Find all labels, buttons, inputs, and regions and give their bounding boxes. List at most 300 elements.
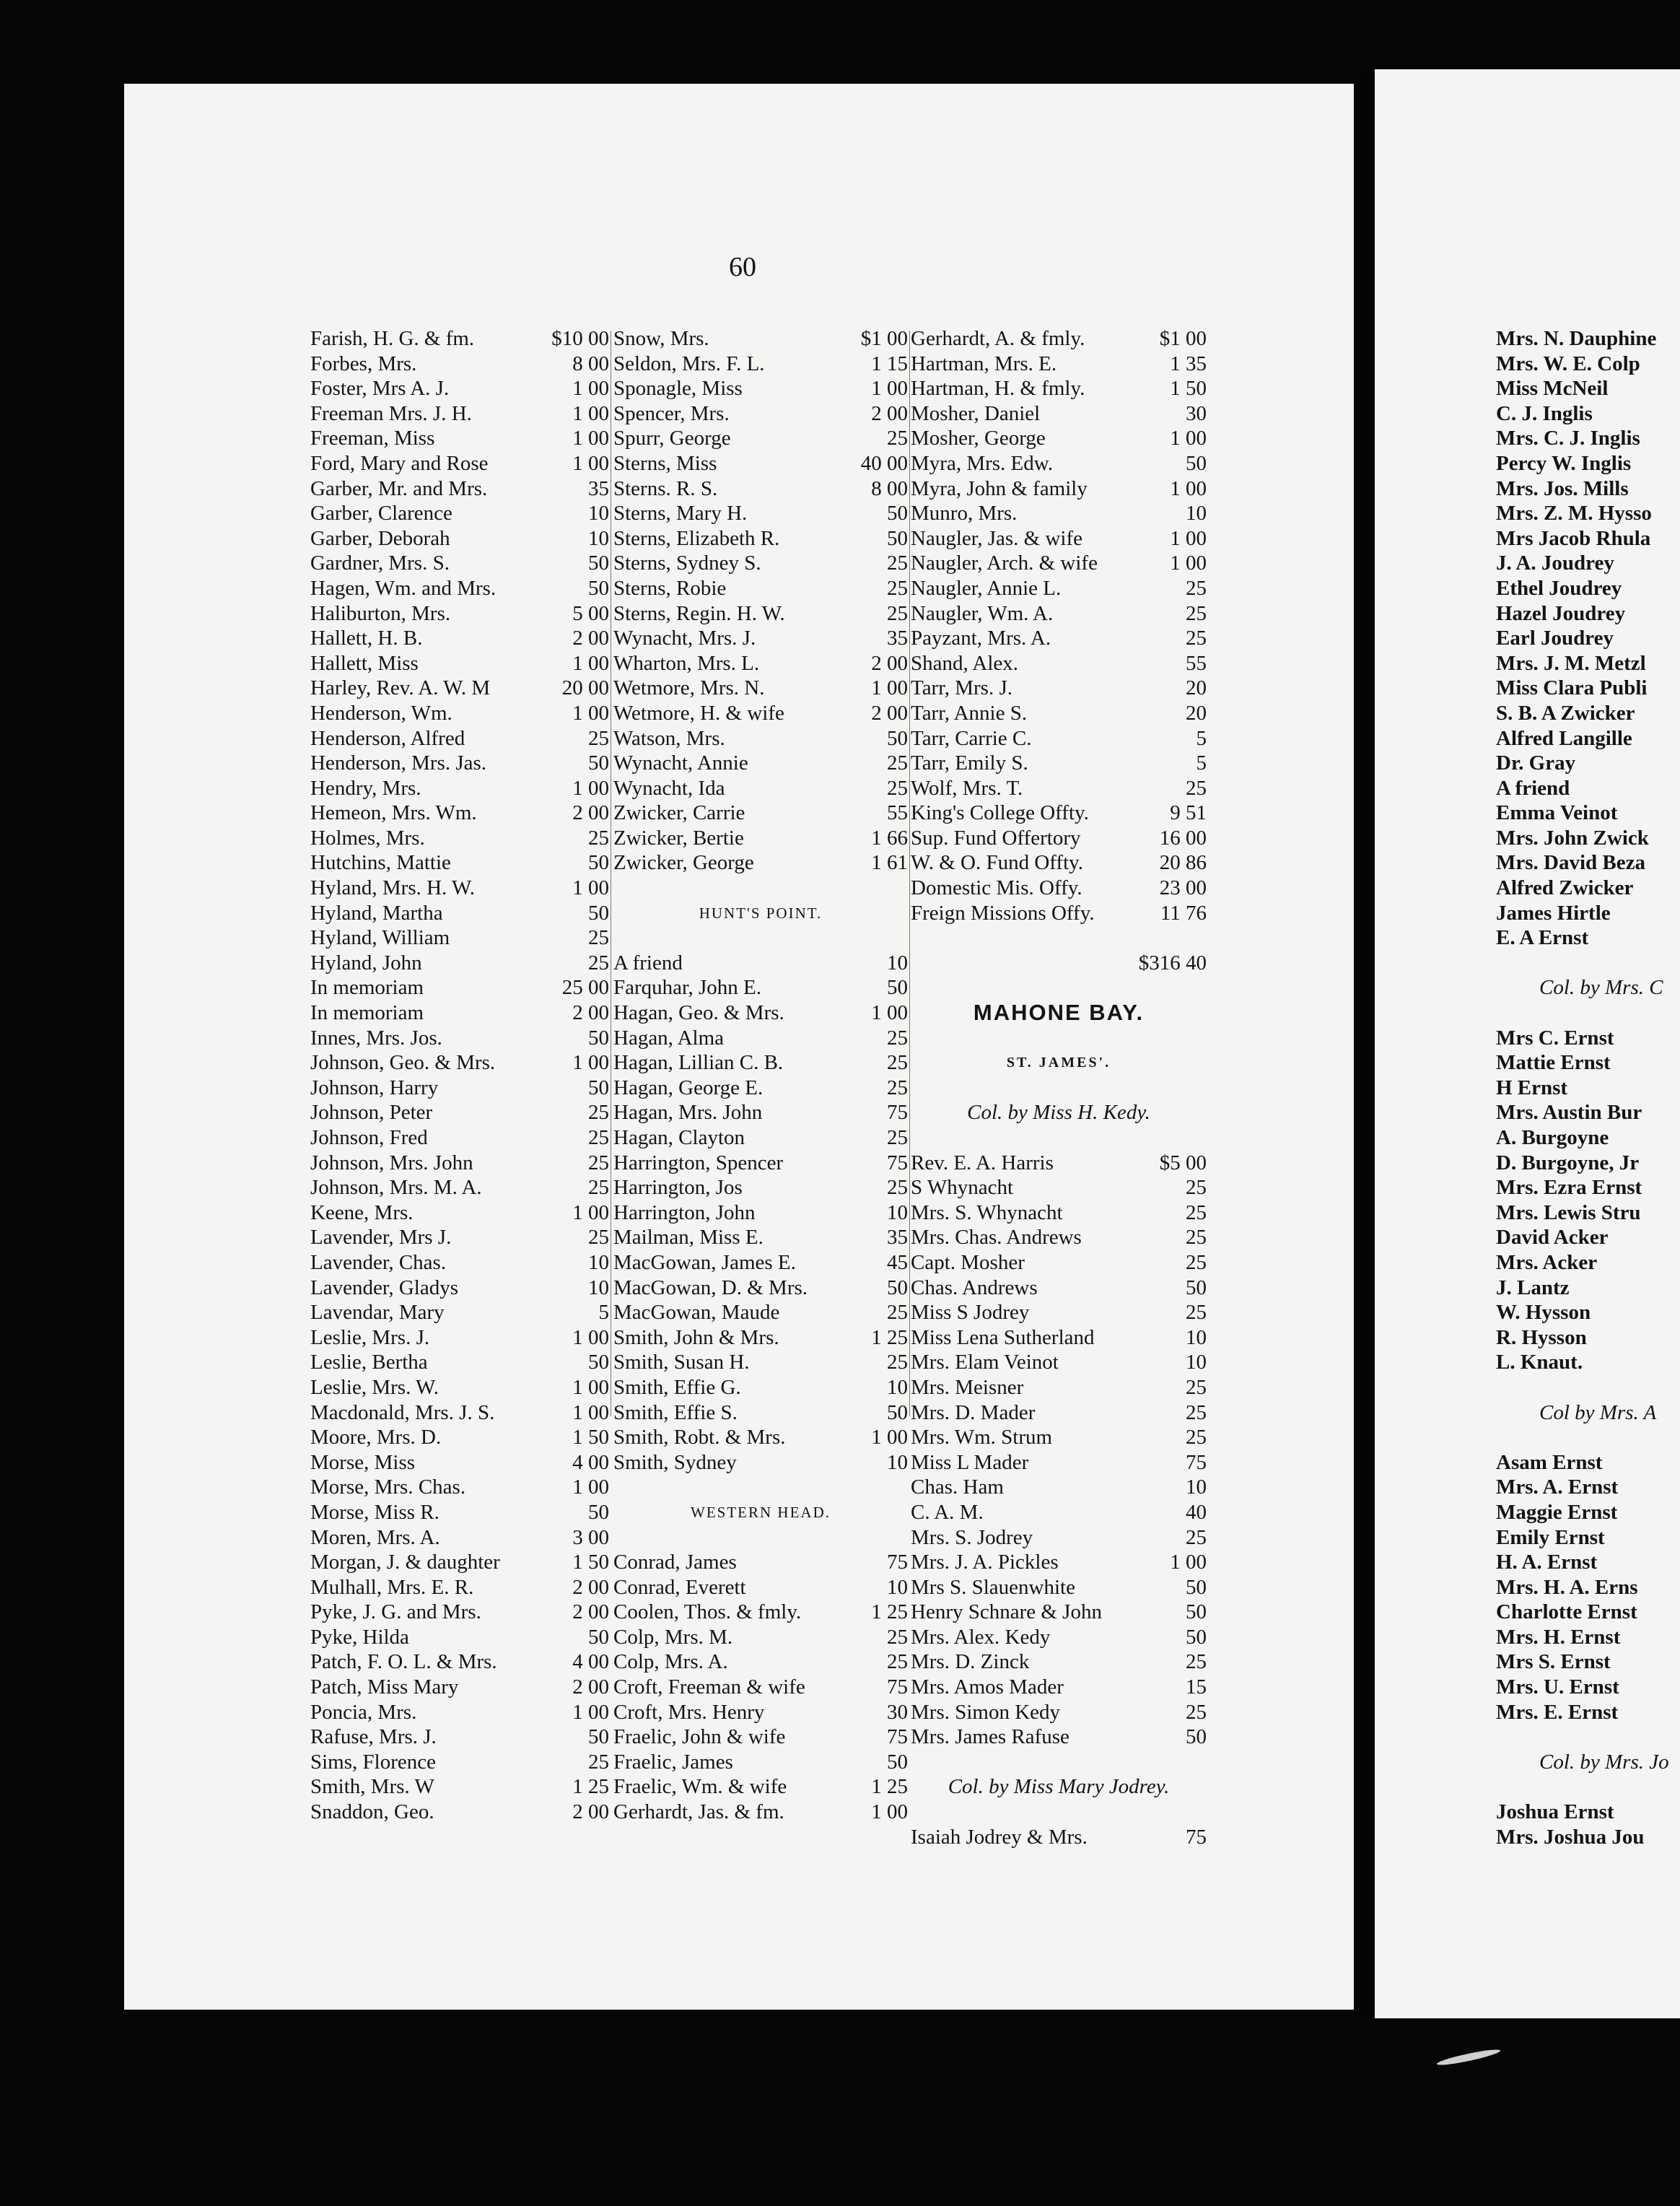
contributor-name: Mrs. H. Ernst bbox=[1496, 1625, 1621, 1649]
contribution-amount: 2 00 bbox=[572, 1675, 609, 1699]
contributor-row bbox=[1496, 1625, 1680, 1650]
contributor-name: Hazel Joudrey bbox=[1496, 601, 1626, 625]
contributor-name: Miss McNeil bbox=[1496, 377, 1609, 401]
contribution-amount: $1 00 bbox=[860, 327, 908, 350]
contributor-row bbox=[613, 1350, 908, 1375]
contribution-amount: 50 bbox=[887, 526, 908, 550]
contributor-name: Smith, John & Mrs. bbox=[613, 1325, 779, 1349]
contributor-row bbox=[911, 1375, 1207, 1400]
contributor-row bbox=[1496, 1325, 1680, 1351]
spacer bbox=[1496, 1725, 1680, 1750]
spacer bbox=[1496, 1375, 1680, 1400]
contributor-name: D. Burgoyne, Jr bbox=[1496, 1151, 1640, 1174]
total-row bbox=[911, 951, 1207, 976]
contributor-name: Mrs Jacob Rhula bbox=[1496, 526, 1651, 550]
contributor-row bbox=[310, 1675, 609, 1700]
contributor-name: Leslie, Bertha bbox=[310, 1351, 428, 1374]
contributor-name: Maggie Ernst bbox=[1496, 1500, 1618, 1524]
contributor-name: E. A Ernst bbox=[1496, 926, 1589, 950]
contributor-row bbox=[911, 1649, 1207, 1675]
contributor-row bbox=[1496, 651, 1680, 676]
contributor-name: R. Hysson bbox=[1496, 1325, 1587, 1349]
contributor-row bbox=[613, 451, 908, 476]
contributor-name: Naugler, Jas. & wife bbox=[911, 526, 1083, 550]
contributor-name: In memoriam bbox=[310, 976, 424, 1000]
contributor-row bbox=[613, 1600, 908, 1625]
contributor-row bbox=[310, 426, 609, 451]
contributor-row bbox=[911, 1276, 1207, 1301]
contributor-name: Hyland, Mrs. H. W. bbox=[310, 876, 475, 900]
contributor-name: Haliburton, Mrs. bbox=[310, 601, 451, 625]
contributor-row bbox=[310, 1225, 609, 1250]
contributor-name: Holmes, Mrs. bbox=[310, 826, 425, 850]
contributor-row bbox=[1496, 826, 1680, 851]
contributor-name: Mrs. N. Dauphine bbox=[1496, 327, 1657, 350]
contributor-row bbox=[310, 601, 609, 627]
contributor-name: Hemeon, Mrs. Wm. bbox=[310, 801, 477, 825]
contributor-name: Gerhardt, Jas. & fm. bbox=[613, 1800, 784, 1824]
contributor-row bbox=[911, 1350, 1207, 1375]
contributor-row bbox=[911, 501, 1207, 526]
contributor-name: Smith, Effie G. bbox=[613, 1375, 741, 1399]
contributor-name: Wynacht, Mrs. J. bbox=[613, 627, 756, 650]
contributor-name: Keene, Mrs. bbox=[310, 1200, 414, 1224]
contributor-name: Johnson, Mrs. John bbox=[310, 1151, 473, 1174]
contribution-amount: 25 bbox=[1186, 576, 1207, 600]
contribution-amount: 50 bbox=[887, 1400, 908, 1424]
contribution-amount: 1 66 bbox=[871, 826, 908, 850]
contributor-row bbox=[911, 352, 1207, 377]
contributor-row bbox=[310, 1250, 609, 1276]
contributor-row bbox=[613, 651, 908, 676]
contributor-row bbox=[1496, 1200, 1680, 1226]
contribution-amount: 50 bbox=[588, 1500, 609, 1524]
contribution-amount: 1 00 bbox=[1170, 476, 1207, 500]
contributor-row bbox=[310, 1300, 609, 1325]
contributor-row bbox=[310, 1400, 609, 1426]
contribution-amount: 1 00 bbox=[572, 651, 609, 675]
contributor-name: Miss Lena Sutherland bbox=[911, 1325, 1095, 1349]
contributor-row bbox=[1496, 776, 1680, 801]
contributor-name: Moren, Mrs. A. bbox=[310, 1525, 440, 1549]
contributor-row bbox=[613, 1125, 908, 1151]
spacer bbox=[911, 925, 1207, 951]
contributor-name: Henry Schnare & John bbox=[911, 1600, 1102, 1624]
total-amount: $316 40 bbox=[1138, 951, 1207, 975]
contributor-name: Tarr, Carrie C. bbox=[911, 726, 1032, 750]
contributor-row bbox=[1496, 1649, 1680, 1675]
spacer bbox=[613, 1525, 908, 1551]
contributor-name: Lavendar, Mary bbox=[310, 1301, 445, 1325]
contributor-name: A. Burgoyne bbox=[1496, 1126, 1609, 1149]
contribution-amount: 4 00 bbox=[572, 1450, 609, 1474]
contributor-name: Mrs S. Ernst bbox=[1496, 1650, 1611, 1674]
contributor-name: Smith, Susan H. bbox=[613, 1351, 750, 1374]
contributor-name: Morse, Mrs. Chas. bbox=[310, 1475, 466, 1499]
contributor-row bbox=[310, 1200, 609, 1226]
contribution-amount: 10 bbox=[887, 1450, 908, 1474]
contributor-row bbox=[911, 1550, 1207, 1575]
contributor-row bbox=[911, 476, 1207, 502]
contributor-name: Mrs. Z. M. Hysso bbox=[1496, 502, 1652, 526]
contribution-amount: 1 25 bbox=[871, 1325, 908, 1349]
contributor-row bbox=[310, 1076, 609, 1101]
contributor-name: C. A. M. bbox=[911, 1500, 984, 1524]
contributor-row bbox=[613, 1250, 908, 1276]
contribution-amount: 1 15 bbox=[871, 352, 908, 375]
contribution-amount: 75 bbox=[1186, 1450, 1207, 1474]
collector-heading: Col. by Mrs. C bbox=[1539, 976, 1663, 1000]
contributor-row bbox=[1496, 1050, 1680, 1076]
contribution-amount: 45 bbox=[887, 1250, 908, 1274]
contributor-row bbox=[911, 726, 1207, 751]
contribution-amount: 25 bbox=[588, 1176, 609, 1200]
contributor-name: Mrs. Chas. Andrews bbox=[911, 1226, 1082, 1250]
contributor-name: Coolen, Thos. & fmly. bbox=[613, 1600, 802, 1624]
contributor-row bbox=[1496, 1525, 1680, 1551]
contribution-amount: 5 bbox=[1196, 726, 1207, 750]
contributor-name: A friend bbox=[1496, 776, 1570, 800]
contributor-name: Mrs. S. Whynacht bbox=[911, 1200, 1063, 1224]
contributor-row bbox=[911, 1450, 1207, 1475]
contributor-name: Naugler, Annie L. bbox=[911, 576, 1062, 600]
contributor-row bbox=[613, 1649, 908, 1675]
contributor-row bbox=[613, 626, 908, 651]
contribution-amount: 25 bbox=[887, 1351, 908, 1374]
contribution-amount: 1 00 bbox=[1170, 552, 1207, 575]
contributor-row bbox=[911, 850, 1207, 876]
contributor-name: Mrs. D. Mader bbox=[911, 1400, 1036, 1424]
contributor-name: Zwicker, Carrie bbox=[613, 801, 745, 825]
contribution-amount: 2 00 bbox=[572, 1001, 609, 1025]
contribution-amount: 2 00 bbox=[572, 801, 609, 825]
contributor-row bbox=[911, 1825, 1207, 1850]
contribution-amount: 1 00 bbox=[572, 701, 609, 725]
contributor-row bbox=[1496, 1175, 1680, 1200]
spacer bbox=[613, 876, 908, 901]
contributor-row bbox=[310, 1276, 609, 1301]
contribution-amount: 20 bbox=[1186, 676, 1207, 700]
contributor-column-3 bbox=[911, 326, 1207, 1849]
contribution-amount: 25 bbox=[1186, 1250, 1207, 1274]
contributor-row bbox=[310, 901, 609, 926]
contributor-name: Smith, Robt. & Mrs. bbox=[613, 1426, 786, 1449]
contributor-name: S Whynacht bbox=[911, 1176, 1014, 1200]
contributor-name: L. Knaut. bbox=[1496, 1351, 1583, 1374]
contributor-name: Morgan, J. & daughter bbox=[310, 1551, 500, 1574]
contribution-amount: 50 bbox=[588, 552, 609, 575]
contribution-amount: 10 bbox=[887, 1200, 908, 1224]
contributor-row bbox=[613, 1151, 908, 1176]
contributor-name: Morse, Miss R. bbox=[310, 1500, 439, 1524]
contribution-amount: 25 bbox=[588, 726, 609, 750]
contributor-row bbox=[911, 1575, 1207, 1600]
contributor-name: Dr. Gray bbox=[1496, 751, 1576, 775]
contributor-name: Miss L Mader bbox=[911, 1450, 1029, 1474]
contributor-row bbox=[310, 651, 609, 676]
contributor-row bbox=[613, 701, 908, 726]
contribution-amount: 25 bbox=[887, 1026, 908, 1050]
contributor-row bbox=[310, 1550, 609, 1575]
contributor-name: Smith, Sydney bbox=[613, 1450, 737, 1474]
contributor-name: Sterns, Miss bbox=[613, 451, 717, 475]
contributor-row bbox=[1496, 850, 1680, 876]
contributor-name: Domestic Mis. Offy. bbox=[911, 876, 1082, 900]
contribution-amount: 50 bbox=[1186, 1600, 1207, 1624]
contributor-name: J. Lantz bbox=[1496, 1276, 1570, 1299]
contributor-row bbox=[911, 1250, 1207, 1276]
contribution-amount: 2 00 bbox=[871, 701, 908, 725]
contributor-name: Naugler, Arch. & wife bbox=[911, 552, 1098, 575]
contribution-amount: 1 50 bbox=[572, 1551, 609, 1574]
contributor-name: Spencer, Mrs. bbox=[613, 401, 730, 425]
contributor-row bbox=[1496, 1250, 1680, 1276]
contributor-row bbox=[911, 326, 1207, 352]
contributor-name: Capt. Mosher bbox=[911, 1250, 1025, 1274]
contribution-amount: 50 bbox=[588, 851, 609, 875]
contributor-row bbox=[911, 526, 1207, 552]
contributor-name: Ethel Joudrey bbox=[1496, 576, 1622, 600]
contributor-name: Leslie, Mrs. W. bbox=[310, 1375, 439, 1399]
contributor-name: Mosher, George bbox=[911, 427, 1046, 450]
contributor-row bbox=[310, 1151, 609, 1176]
contribution-amount: 20 00 bbox=[561, 676, 609, 700]
contributor-row bbox=[310, 1375, 609, 1400]
contributor-name: Hagan, George E. bbox=[613, 1076, 764, 1099]
contributor-row bbox=[613, 326, 908, 352]
contributor-row bbox=[911, 1725, 1207, 1750]
contributor-name: Tarr, Annie S. bbox=[911, 701, 1028, 725]
contributor-row bbox=[310, 1700, 609, 1725]
contributor-name: Pyke, Hilda bbox=[310, 1625, 409, 1649]
contributor-name: Hagan, Clayton bbox=[613, 1126, 745, 1149]
contributor-name: Tarr, Emily S. bbox=[911, 751, 1028, 775]
contribution-amount: 25 bbox=[588, 1226, 609, 1250]
contributor-name: Mrs. H. A. Erns bbox=[1496, 1575, 1638, 1599]
contributor-row bbox=[1496, 1350, 1680, 1375]
contributor-row bbox=[1496, 1450, 1680, 1475]
contributor-row bbox=[613, 801, 908, 826]
contributor-name: Chas. Ham bbox=[911, 1475, 1004, 1499]
contributor-row bbox=[613, 376, 908, 401]
contributor-name: Moore, Mrs. D. bbox=[310, 1426, 442, 1449]
contribution-amount: 10 bbox=[588, 1250, 609, 1274]
contributor-row bbox=[911, 1325, 1207, 1351]
contributor-name: Henderson, Alfred bbox=[310, 726, 465, 750]
contribution-amount: 10 bbox=[588, 502, 609, 526]
contribution-amount: 25 bbox=[1186, 1200, 1207, 1224]
contributor-row bbox=[613, 1300, 908, 1325]
column-divider bbox=[909, 331, 910, 1416]
contribution-amount: 35 bbox=[588, 476, 609, 500]
contribution-amount: 35 bbox=[887, 627, 908, 650]
contributor-name: Mrs. James Rafuse bbox=[911, 1725, 1069, 1749]
contributor-name: Harrington, Spencer bbox=[613, 1151, 784, 1174]
contributor-name: Alfred Langille bbox=[1496, 726, 1632, 750]
contributor-name: Mattie Ernst bbox=[1496, 1051, 1611, 1075]
contributor-row bbox=[310, 1725, 609, 1750]
contributor-name: Sterns, Robie bbox=[613, 576, 727, 600]
contribution-amount: 50 bbox=[588, 1625, 609, 1649]
contribution-amount: 25 bbox=[1186, 1700, 1207, 1724]
contributor-name: Isaiah Jodrey & Mrs. bbox=[911, 1825, 1088, 1849]
contributor-row bbox=[310, 776, 609, 801]
contributor-row bbox=[911, 676, 1207, 701]
contributor-name: Mrs. J. M. Metzl bbox=[1496, 651, 1646, 675]
contributor-row bbox=[1496, 925, 1680, 951]
contributor-name: Sterns, Regin. H. W. bbox=[613, 601, 785, 625]
contributor-name: Sims, Florence bbox=[310, 1750, 436, 1774]
contributor-row bbox=[1496, 751, 1680, 776]
contributor-row bbox=[1496, 501, 1680, 526]
contributor-name: Croft, Mrs. Henry bbox=[613, 1700, 765, 1724]
contributor-row bbox=[310, 501, 609, 526]
contributor-row bbox=[911, 1525, 1207, 1551]
contributor-name: Hagan, Lillian C. B. bbox=[613, 1051, 784, 1075]
contributor-name: Mrs. John Zwick bbox=[1496, 826, 1649, 850]
contributor-name: Wetmore, Mrs. N. bbox=[613, 676, 765, 700]
contributor-name: Mrs. W. E. Colp bbox=[1496, 352, 1640, 375]
contributor-name: Lavender, Gladys bbox=[310, 1276, 458, 1299]
contributor-name: Charlotte Ernst bbox=[1496, 1600, 1637, 1624]
contributor-row bbox=[310, 1000, 609, 1026]
contribution-amount: 30 bbox=[1186, 401, 1207, 425]
contributor-row bbox=[310, 1425, 609, 1450]
spacer bbox=[1496, 1000, 1680, 1026]
contribution-amount: 50 bbox=[1186, 451, 1207, 475]
contribution-amount: 2 00 bbox=[572, 1575, 609, 1599]
contributor-row bbox=[613, 1774, 908, 1800]
contribution-amount: 8 00 bbox=[871, 476, 908, 500]
contributor-name: Zwicker, Bertie bbox=[613, 826, 744, 850]
contribution-amount: 25 bbox=[1186, 601, 1207, 625]
contributor-name: Harrington, Jos bbox=[613, 1176, 743, 1200]
contributor-row bbox=[1496, 1151, 1680, 1176]
contribution-amount: 50 bbox=[887, 726, 908, 750]
contributor-row bbox=[613, 951, 908, 976]
contribution-amount: 50 bbox=[1186, 1276, 1207, 1299]
contributor-name: Zwicker, George bbox=[613, 851, 754, 875]
contributor-row bbox=[613, 1000, 908, 1026]
contributor-name: Chas. Andrews bbox=[911, 1276, 1038, 1299]
contributor-row bbox=[310, 1050, 609, 1076]
contributor-row bbox=[1496, 901, 1680, 926]
contributor-name: Hyland, William bbox=[310, 926, 450, 950]
contribution-amount: 25 bbox=[887, 601, 908, 625]
contributor-row bbox=[310, 1750, 609, 1775]
contributor-row bbox=[1496, 1575, 1680, 1600]
contributor-name: Fraelic, Wm. & wife bbox=[613, 1775, 787, 1799]
contributor-name: Freeman, Miss bbox=[310, 427, 435, 450]
contribution-amount: 1 00 bbox=[572, 1325, 609, 1349]
contributor-row bbox=[911, 826, 1207, 851]
contributor-row bbox=[1496, 1475, 1680, 1500]
contributor-column-2 bbox=[613, 326, 908, 1825]
contribution-amount: 20 86 bbox=[1159, 851, 1207, 875]
contributor-row bbox=[1496, 426, 1680, 451]
contributor-name: Colp, Mrs. A. bbox=[613, 1650, 728, 1674]
contributor-name: Patch, Miss Mary bbox=[310, 1675, 459, 1699]
contributor-row bbox=[1496, 601, 1680, 627]
section-heading: WESTERN HEAD. bbox=[691, 1503, 831, 1521]
contributor-row bbox=[1496, 376, 1680, 401]
contributor-name: Hallett, Miss bbox=[310, 651, 419, 675]
contributor-row bbox=[1496, 876, 1680, 901]
contributor-row bbox=[613, 1550, 908, 1575]
contribution-amount: 50 bbox=[887, 1276, 908, 1299]
contribution-amount: 1 25 bbox=[572, 1775, 609, 1799]
contribution-amount: 25 bbox=[588, 951, 609, 975]
contributor-name: Mulhall, Mrs. E. R. bbox=[310, 1575, 474, 1599]
contributor-name: Mrs. J. A. Pickles bbox=[911, 1551, 1059, 1574]
contributor-row bbox=[911, 1225, 1207, 1250]
contribution-amount: 1 00 bbox=[1170, 1551, 1207, 1574]
spacer bbox=[1496, 1425, 1680, 1450]
contributor-row bbox=[1496, 401, 1680, 427]
contributor-name: Myra, Mrs. Edw. bbox=[911, 451, 1054, 475]
contributor-row bbox=[1496, 1675, 1680, 1700]
contributor-row bbox=[613, 1400, 908, 1426]
contributor-name: Henderson, Mrs. Jas. bbox=[310, 751, 487, 775]
spacer bbox=[911, 1076, 1207, 1101]
contributor-row bbox=[310, 476, 609, 502]
contributor-name: W. & O. Fund Offty. bbox=[911, 851, 1083, 875]
contributor-row bbox=[310, 1800, 609, 1825]
contributor-row bbox=[613, 1425, 908, 1450]
contribution-amount: 2 00 bbox=[572, 1600, 609, 1624]
contributor-name: C. J. Inglis bbox=[1496, 401, 1593, 425]
contribution-amount: 1 00 bbox=[572, 1051, 609, 1075]
contributor-row bbox=[310, 352, 609, 377]
contributor-row bbox=[310, 526, 609, 552]
contributor-name: Mrs. Jos. Mills bbox=[1496, 476, 1629, 500]
contribution-amount: 25 bbox=[1186, 627, 1207, 650]
contributor-name: Percy W. Inglis bbox=[1496, 451, 1632, 475]
contributor-row bbox=[911, 1175, 1207, 1200]
contributor-row bbox=[1496, 1300, 1680, 1325]
contribution-amount: 25 bbox=[1186, 1525, 1207, 1549]
contributor-row bbox=[1496, 352, 1680, 377]
contribution-amount: 25 bbox=[588, 1101, 609, 1125]
contributor-name: Harrington, John bbox=[613, 1200, 756, 1224]
contributor-row bbox=[911, 651, 1207, 676]
contributor-name: Miss Clara Publi bbox=[1496, 676, 1648, 700]
contributor-name: Mrs. Lewis Stru bbox=[1496, 1200, 1641, 1224]
contribution-amount: 50 bbox=[1186, 1625, 1207, 1649]
contributor-name: Mailman, Miss E. bbox=[613, 1226, 764, 1250]
contributor-row bbox=[310, 1625, 609, 1650]
contributor-row bbox=[613, 1725, 908, 1750]
contributor-row bbox=[310, 326, 609, 352]
contributor-name: Leslie, Mrs. J. bbox=[310, 1325, 430, 1349]
contribution-amount: 75 bbox=[887, 1675, 908, 1699]
contributor-name: Henderson, Wm. bbox=[310, 701, 452, 725]
contributor-name: Emily Ernst bbox=[1496, 1525, 1605, 1549]
contributor-row bbox=[310, 951, 609, 976]
contributor-row bbox=[911, 1500, 1207, 1525]
contributor-row bbox=[310, 751, 609, 776]
contribution-amount: 25 bbox=[1186, 1375, 1207, 1399]
contributor-column-1 bbox=[310, 326, 609, 1825]
contributor-row bbox=[613, 352, 908, 377]
contribution-amount: 25 bbox=[588, 926, 609, 950]
contribution-amount: 50 bbox=[588, 576, 609, 600]
contributor-name: Mrs. Wm. Strum bbox=[911, 1426, 1053, 1449]
contributor-row bbox=[613, 1675, 908, 1700]
contributor-row bbox=[613, 1450, 908, 1475]
contribution-amount: 1 00 bbox=[572, 427, 609, 450]
contributor-row bbox=[911, 1625, 1207, 1650]
